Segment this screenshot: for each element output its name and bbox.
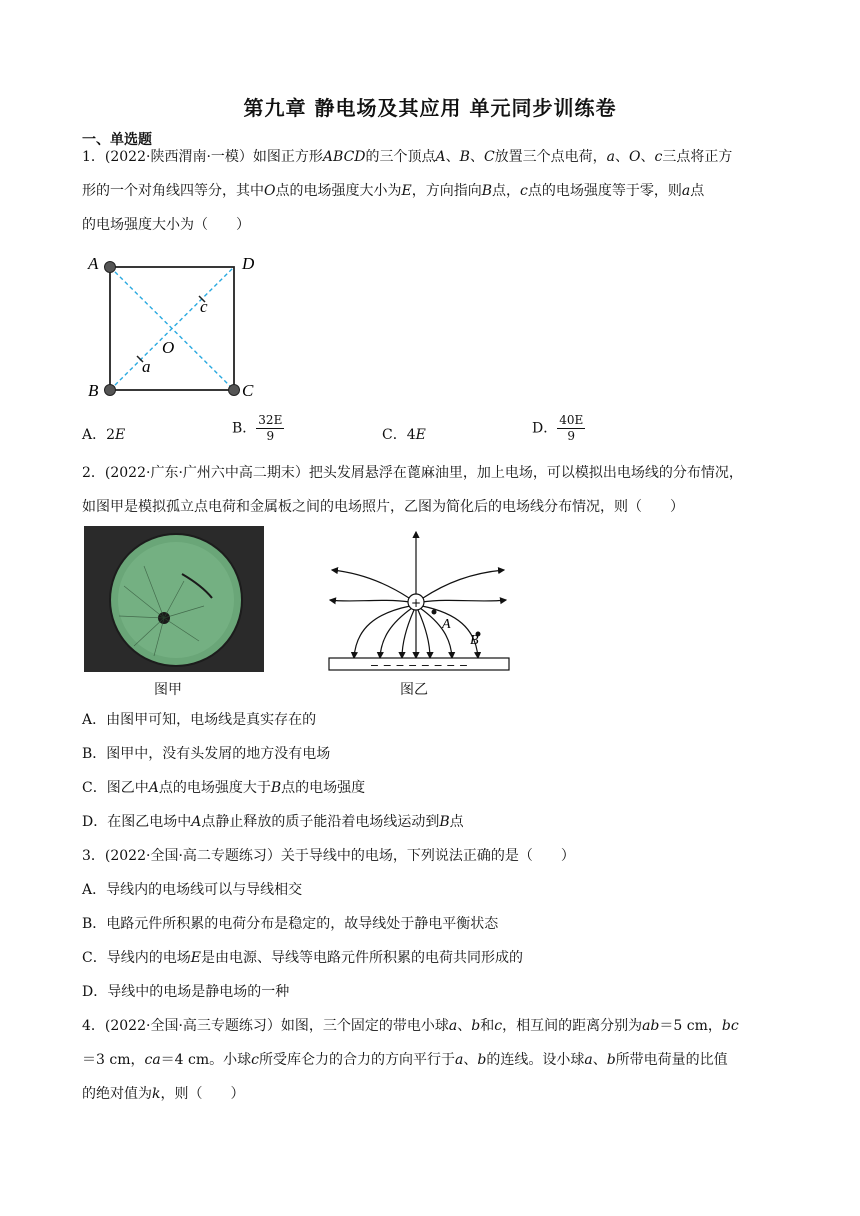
denominator: 9 xyxy=(567,429,576,443)
text: ab xyxy=(642,1018,660,1034)
q4-line2 xyxy=(82,1049,728,1069)
fraction xyxy=(557,413,585,444)
text: ，相互间的距离分别为 xyxy=(502,1018,643,1034)
text: C．图乙中 xyxy=(82,780,149,796)
caption-left: 图甲 xyxy=(154,682,182,698)
label-A: A xyxy=(88,254,99,273)
label-B: B xyxy=(470,633,479,648)
text: E xyxy=(415,427,426,443)
text: B xyxy=(481,183,493,199)
q3-line1: 3．(2022·全国·高二专题练习）关于导线中的电场，下列说法正确的是（ ） xyxy=(82,848,575,864)
text: 点的电场强度大于 xyxy=(158,780,271,796)
text: O xyxy=(629,149,641,165)
text: 、 xyxy=(445,149,460,165)
text: C． xyxy=(382,427,407,443)
text: 的三个顶点 xyxy=(365,149,436,165)
q1-option-d[interactable] xyxy=(532,413,585,444)
q2-line1: 2．(2022·广东·广州六中高二期末）把头发屑悬浮在蓖麻油里，加上电场，可以模拟出电场线的分布情况， xyxy=(82,465,743,481)
text: 点的电场强度等于零，则 xyxy=(527,183,682,199)
q1-line1 xyxy=(82,146,732,166)
q4-line1 xyxy=(82,1015,739,1035)
text: A． xyxy=(82,427,107,443)
numerator: 40E xyxy=(559,413,584,427)
text: a xyxy=(681,183,691,199)
q1-line2 xyxy=(82,180,704,200)
text: b xyxy=(606,1052,616,1068)
section-heading: 一、单选题 xyxy=(82,132,152,148)
text: ＝4 cm。小球 xyxy=(160,1052,252,1068)
q3-option-a[interactable]: A．导线内的电场线可以与导线相交 xyxy=(82,882,303,898)
q1-option-c[interactable] xyxy=(382,424,426,444)
q3-option-b[interactable]: B．电路元件所积累的电荷分布是稳定的，故导线处于静电平衡状态 xyxy=(82,916,499,932)
text: 、 xyxy=(640,149,655,165)
q2-option-b[interactable]: B．图甲中，没有头发屑的地方没有电场 xyxy=(82,746,331,762)
text: ，方向指向 xyxy=(411,183,482,199)
page-title: 第九章 静电场及其应用 单元同步训练卷 xyxy=(243,96,617,120)
text: b xyxy=(477,1052,487,1068)
text: E xyxy=(401,183,412,199)
text: c xyxy=(654,149,663,165)
label-C: C xyxy=(242,381,254,400)
q4-line3 xyxy=(82,1083,244,1103)
q1-option-a[interactable] xyxy=(82,424,125,444)
text: 三点将正方 xyxy=(662,149,733,165)
caption-right: 图乙 xyxy=(400,682,428,698)
text: D．在图乙电场中 xyxy=(82,814,192,830)
text: a xyxy=(448,1018,458,1034)
text: E xyxy=(190,950,201,966)
text: 放置三个点电荷， xyxy=(494,149,607,165)
text: 、 xyxy=(615,149,630,165)
text: C xyxy=(483,149,495,165)
text: 和 xyxy=(480,1018,495,1034)
text: bc xyxy=(721,1018,739,1034)
text: B xyxy=(270,780,282,796)
text: 、 xyxy=(469,149,484,165)
text: a xyxy=(455,1052,464,1068)
numerator: 32E xyxy=(258,413,283,427)
text: 所带电荷量的比值 xyxy=(615,1052,728,1068)
text: 、 xyxy=(457,1018,472,1034)
text: ＝3 cm， xyxy=(82,1052,145,1068)
label-B: B xyxy=(88,381,99,400)
q2-option-d[interactable] xyxy=(82,811,464,831)
text: ，则（ ） xyxy=(160,1086,245,1102)
text: 的绝对值为 xyxy=(82,1086,152,1102)
text: 、 xyxy=(463,1052,478,1068)
text: 、 xyxy=(592,1052,607,1068)
plus-sign: + xyxy=(410,596,422,610)
text: 点的电场强度大小为 xyxy=(275,183,402,199)
text: A xyxy=(435,149,446,165)
q2-option-a[interactable]: A．由图甲可知，电场线是真实存在的 xyxy=(82,712,317,728)
fraction xyxy=(256,413,284,444)
label-O: O xyxy=(162,338,175,357)
text: c xyxy=(494,1018,503,1034)
text: D． xyxy=(532,420,558,437)
label-A: A xyxy=(442,617,451,632)
text: 所受库仑力的合力的方向平行于 xyxy=(259,1052,455,1068)
charge-b xyxy=(105,385,116,396)
text: 是由电源、导线等电路元件所积累的电荷共同形成的 xyxy=(200,950,523,966)
text: 4 xyxy=(406,427,416,443)
denominator: 9 xyxy=(266,429,275,443)
text: A xyxy=(191,814,202,830)
text: 2 xyxy=(106,427,116,443)
text: 点， xyxy=(492,183,521,199)
q1-square-figure xyxy=(84,250,264,400)
charge-c xyxy=(229,385,240,396)
text: O xyxy=(264,183,276,199)
q3-option-d[interactable]: D．导线中的电场是静电场的一种 xyxy=(82,984,290,1000)
text: 点 xyxy=(449,814,464,830)
text: a xyxy=(606,149,616,165)
text: 点 xyxy=(690,183,705,199)
q1-line3: 的电场强度大小为（ ） xyxy=(82,217,250,233)
text: B． xyxy=(232,420,257,437)
q1-option-b[interactable] xyxy=(232,413,284,444)
text: 4．(2022·全国·高三专题练习）如图，三个固定的带电小球 xyxy=(82,1018,449,1034)
q2-photo-figure xyxy=(84,526,264,672)
text: B xyxy=(459,149,470,165)
text: 1．(2022·陕西渭南·一模）如图正方形 xyxy=(82,149,323,165)
label-a: a xyxy=(142,357,151,376)
q2-field-diagram xyxy=(326,528,512,676)
text: ＝5 cm， xyxy=(659,1018,722,1034)
text: c xyxy=(520,183,528,199)
text: E xyxy=(115,427,126,443)
dish-inner xyxy=(118,542,234,658)
text: B xyxy=(439,814,450,830)
q3-option-c[interactable] xyxy=(82,947,523,967)
text: 的连线。设小球 xyxy=(486,1052,585,1068)
text: ca xyxy=(144,1052,161,1068)
point-a xyxy=(432,610,437,615)
text: ABCD xyxy=(322,149,366,165)
text: 点静止释放的质子能沿着电场线运动到 xyxy=(201,814,440,830)
q2-option-c[interactable] xyxy=(82,777,365,797)
label-c: c xyxy=(200,297,208,316)
text: 形的一个对角线四等分，其中 xyxy=(82,183,264,199)
text: c xyxy=(251,1052,259,1068)
text: 点的电场强度 xyxy=(281,780,366,796)
text: A xyxy=(148,780,159,796)
q2-line2: 如图甲是模拟孤立点电荷和金属板之间的电场照片，乙图为简化后的电场线分布情况，则（ ） xyxy=(82,499,684,515)
label-D: D xyxy=(242,254,255,273)
negative-signs: − − − − − − − − xyxy=(369,659,469,672)
text: a xyxy=(584,1052,593,1068)
text: b xyxy=(471,1018,481,1034)
charge-a xyxy=(105,262,116,273)
text: C．导线内的电场 xyxy=(82,950,191,966)
text: k xyxy=(152,1086,161,1102)
